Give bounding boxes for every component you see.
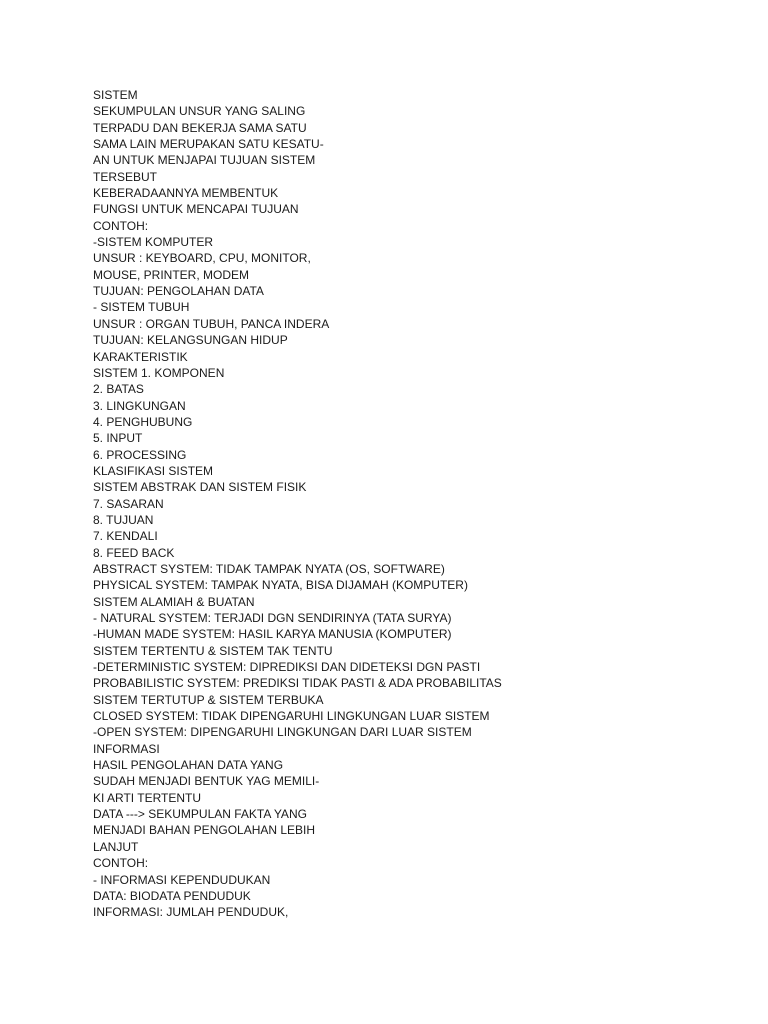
text-line: SAMA LAIN MERUPAKAN SATU KESATU- <box>93 137 324 152</box>
text-line: CONTOH: <box>93 218 149 233</box>
text-line: SEKUMPULAN UNSUR YANG SALING <box>93 104 306 119</box>
text-line: UNSUR : ORGAN TUBUH, PANCA INDERA <box>93 316 330 331</box>
text-line: LANJUT <box>93 839 139 854</box>
text-line: MOUSE, PRINTER, MODEM <box>93 267 250 282</box>
text-line: 3. LINGKUNGAN <box>93 398 186 413</box>
text-line: TUJUAN: KELANGSUNGAN HIDUP <box>93 333 288 348</box>
text-line: SISTEM <box>93 88 138 102</box>
text-line: 8. TUJUAN <box>93 512 154 527</box>
text-line: UNSUR : KEYBOARD, CPU, MONITOR, <box>93 251 311 266</box>
text-line: KI ARTI TERTENTU <box>93 790 202 805</box>
text-line: 6. PROCESSING <box>93 447 187 462</box>
text-line: 8. FEED BACK <box>93 545 175 560</box>
text-line: 7. KENDALI <box>93 529 158 544</box>
text-line: SISTEM ABSTRAK DAN SISTEM FISIK <box>93 480 307 495</box>
document-text <box>93 87 733 921</box>
text-line: DATA ---> SEKUMPULAN FAKTA YANG <box>93 807 307 822</box>
text-line: SISTEM TERTENTU & SISTEM TAK TENTU <box>93 643 333 658</box>
text-line: -DETERMINISTIC SYSTEM: DIPREDIKSI DAN DIDETEKSI DGN PASTI <box>93 660 481 675</box>
text-line: -OPEN SYSTEM: DIPENGARUHI LINGKUNGAN DARI LUAR SISTEM <box>93 725 472 740</box>
text-line: HASIL PENGOLAHAN DATA YANG <box>93 758 284 773</box>
text-line: SISTEM 1. KOMPONEN <box>93 365 225 380</box>
text-line: 2. BATAS <box>93 382 144 397</box>
text-line: -SISTEM KOMPUTER <box>93 235 214 250</box>
text-line: PROBABILISTIC SYSTEM: PREDIKSI TIDAK PASTI & ADA PROBABILITAS <box>93 676 502 691</box>
text-line: ABSTRACT SYSTEM: TIDAK TAMPAK NYATA (OS, SOFTWARE) <box>93 561 445 576</box>
text-line: -HUMAN MADE SYSTEM: HASIL KARYA MANUSIA (KOMPUTER) <box>93 627 452 642</box>
text-line: KEBERADAANNYA MEMBENTUK <box>93 186 279 201</box>
text-line: - NATURAL SYSTEM: TERJADI DGN SENDIRINYA (TATA SURYA) <box>93 611 452 625</box>
text-line: - INFORMASI KEPENDUDUKAN <box>93 872 271 887</box>
text-line: 4. PENGHUBUNG <box>93 414 193 429</box>
text-line: INFORMASI: JUMLAH PENDUDUK, <box>93 905 289 920</box>
text-line: FUNGSI UNTUK MENCAPAI TUJUAN <box>93 202 299 217</box>
text-line: AN UNTUK MENJAPAI TUJUAN SISTEM <box>93 153 316 168</box>
text-line: - SISTEM TUBUH <box>93 300 190 315</box>
text-line: 5. INPUT <box>93 431 143 446</box>
text-line: KLASIFIKASI SISTEM <box>93 463 214 478</box>
text-line: MENJADI BAHAN PENGOLAHAN LEBIH <box>93 823 316 838</box>
text-line: CONTOH: <box>93 856 149 871</box>
text-line: TERSEBUT <box>93 169 158 184</box>
text-line: TUJUAN: PENGOLAHAN DATA <box>93 284 264 299</box>
text-line: PHYSICAL SYSTEM: TAMPAK NYATA, BISA DIJAMAH (KOMPUTER) <box>93 578 468 593</box>
text-line: DATA: BIODATA PENDUDUK <box>93 888 251 903</box>
text-line: INFORMASI <box>93 741 160 756</box>
text-line: CLOSED SYSTEM: TIDAK DIPENGARUHI LINGKUNGAN LUAR SISTEM <box>93 709 490 724</box>
text-line: SUDAH MENJADI BENTUK YAG MEMILI- <box>93 774 320 789</box>
text-line: KARAKTERISTIK <box>93 349 188 364</box>
text-line: TERPADU DAN BEKERJA SAMA SATU <box>93 120 307 135</box>
text-line: 7. SASARAN <box>93 496 164 511</box>
text-line: SISTEM ALAMIAH & BUATAN <box>93 594 255 609</box>
text-line: SISTEM TERTUTUP & SISTEM TERBUKA <box>93 692 324 707</box>
